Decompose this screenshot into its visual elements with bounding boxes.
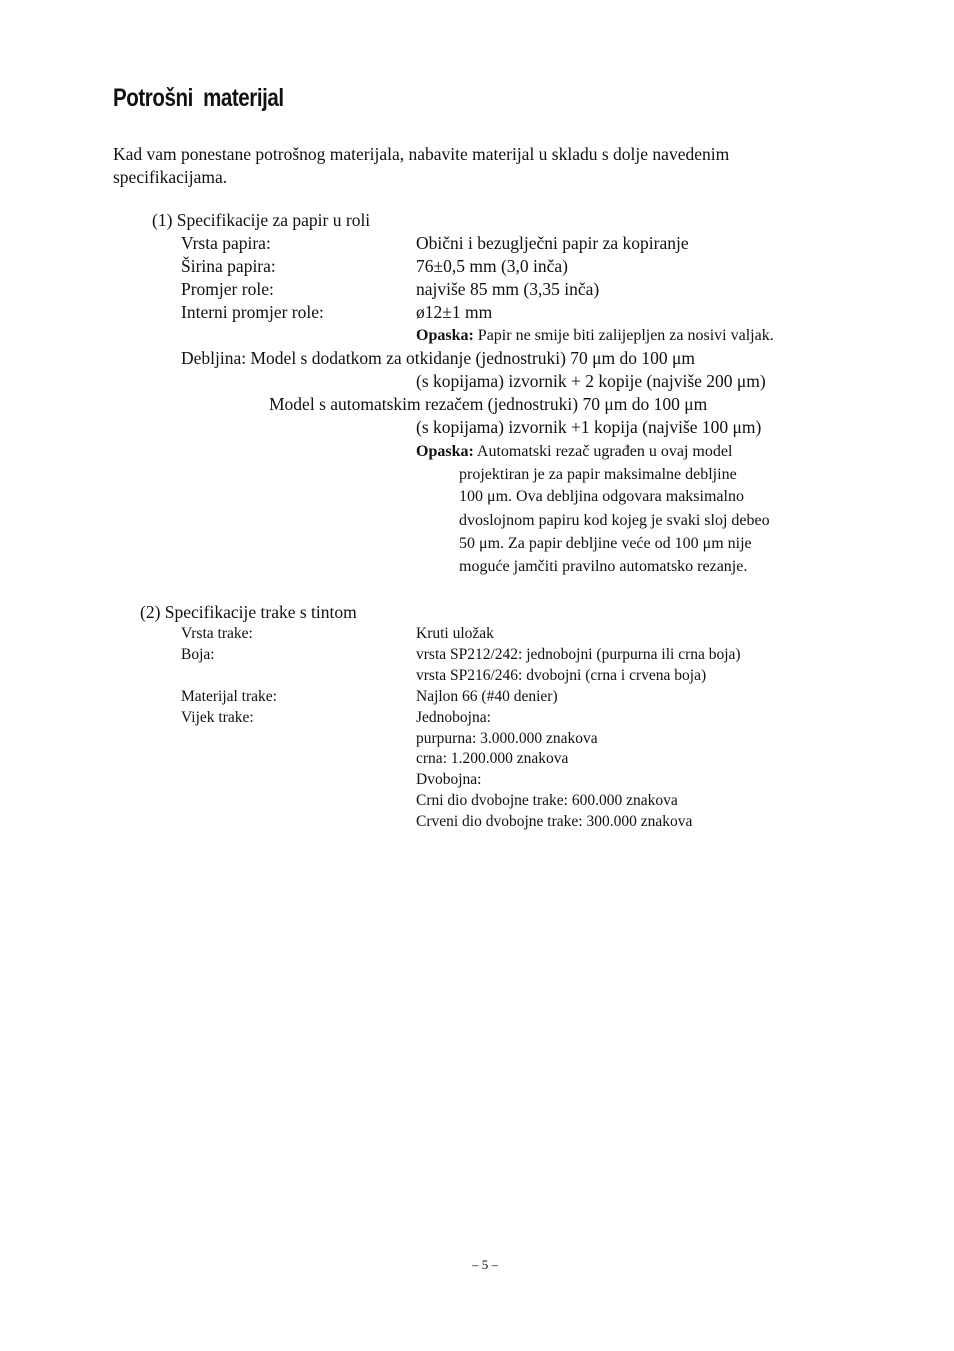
note-2-first-line — [416, 441, 732, 462]
spec-label: Promjer role: — [181, 279, 274, 299]
spec-value: ø12±1 mm — [416, 302, 493, 322]
spec-value: Dvobojna: — [416, 771, 482, 788]
spec-value: Obični i bezuglječni papir za kopiranje — [416, 233, 689, 253]
section2-heading: (2) Specifikacije trake s tintom — [140, 602, 357, 622]
spec-label: Materijal trake: — [181, 688, 277, 705]
spec-value: Crveni dio dvobojne trake: 300.000 znakova — [416, 813, 693, 830]
spec-label: Interni promjer role: — [181, 302, 324, 322]
spec-label: Boja: — [181, 646, 215, 663]
spec-label: Širina papira: — [181, 256, 276, 276]
spec-value: Najlon 66 (#40 denier) — [416, 688, 558, 705]
spec-label: Vijek trake: — [181, 709, 254, 726]
note-2-line: 50 μm. Za papir debljine veće od 100 μm nije — [459, 535, 752, 552]
page-number: – 5 – — [472, 1257, 498, 1272]
note-2-line: dvoslojnom papiru kod kojeg je svaki sloj debeo — [459, 512, 770, 529]
section1-heading: (1) Specifikacije za papir u roli — [152, 210, 371, 230]
thickness-line-2: (s kopijama) izvornik + 2 kopije (najviše 200 μm) — [416, 371, 766, 391]
note-2-line: moguće jamčiti pravilno automatsko rezanje. — [459, 558, 748, 575]
thickness-line-1: Debljina: Model s dodatkom za otkidanje (jednostruki) 70 μm do 100 μm — [181, 348, 696, 368]
spec-label: Vrsta papira: — [181, 233, 271, 253]
spec-value: vrsta SP216/246: dvobojni (crna i crvena boja) — [416, 667, 707, 684]
note-label: Opaska: — [416, 443, 474, 460]
spec-value: Jednobojna: — [416, 709, 491, 726]
note-text: Automatski rezač ugrađen u ovaj model — [476, 443, 733, 460]
note-label: Opaska: — [416, 327, 474, 344]
intro-line-2: specifikacijama. — [113, 167, 228, 187]
page-title: Potrošni materijal — [113, 84, 284, 112]
spec-value: Kruti uložak — [416, 625, 494, 642]
spec-value: crna: 1.200.000 znakova — [416, 750, 569, 767]
thickness-line-4: (s kopijama) izvornik +1 kopija (najviše 100 μm) — [416, 417, 762, 437]
note-2-line: 100 μm. Ova debljina odgovara maksimalno — [459, 488, 744, 505]
thickness-line-3: Model s automatskim rezačem (jednostruki) 70 μm do 100 μm — [269, 394, 708, 414]
spec-label: Vrsta trake: — [181, 625, 253, 642]
spec-value: vrsta SP212/242: jednobojni (purpurna ili crna boja) — [416, 646, 741, 663]
note-2-line: projektiran je za papir maksimalne debljine — [459, 466, 737, 483]
spec-value: purpurna: 3.000.000 znakova — [416, 730, 598, 747]
note-1 — [416, 325, 774, 346]
note-text: Papir ne smije biti zalijepljen za nosivi valjak. — [477, 327, 774, 344]
spec-value: najviše 85 mm (3,35 inča) — [416, 279, 600, 299]
spec-value: Crni dio dvobojne trake: 600.000 znakova — [416, 792, 678, 809]
spec-value: 76±0,5 mm (3,0 inča) — [416, 256, 569, 276]
intro-line-1: Kad vam ponestane potrošnog materijala, nabavite materijal u skladu s dolje navedenim — [113, 144, 730, 164]
